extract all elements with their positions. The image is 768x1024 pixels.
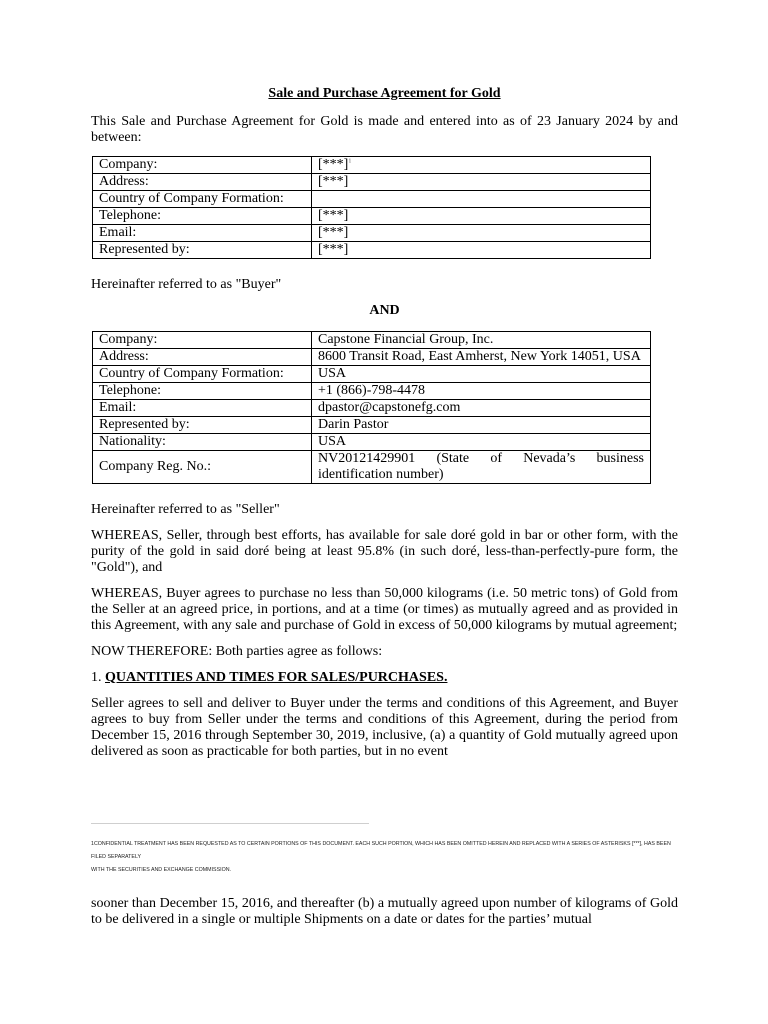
buyer-country-label: Country of Company Formation: bbox=[93, 191, 312, 208]
buyer-table bbox=[92, 156, 651, 259]
table-row bbox=[93, 400, 651, 417]
whereas-paragraph-2: WHEREAS, Buyer agrees to purchase no less than 50,000 kilograms (i.e. 50 metric tons) of Gold from the Seller at an agreed price, in portions, and at a time (or times) as mutually agreed and as provided in this Agreement, with any sale and purchase of Gold in excess of 50,000 kilograms by mutual agreement; bbox=[91, 586, 678, 633]
section-1-title: QUANTITIES AND TIMES FOR SALES/PURCHASES. bbox=[105, 670, 448, 685]
seller-email-label: Email: bbox=[93, 400, 312, 417]
continuation-paragraph: sooner than December 15, 2016, and thereafter (b) a mutually agreed upon number of kilograms of Gold to be delivered in a single or multiple Shipments on a date or dates for the parties’ mutual bbox=[91, 896, 678, 927]
footnote-divider bbox=[91, 823, 369, 824]
seller-country-label: Country of Company Formation: bbox=[93, 366, 312, 383]
buyer-email-label: Email: bbox=[93, 225, 312, 242]
buyer-telephone-label: Telephone: bbox=[93, 208, 312, 225]
buyer-company-label: Company: bbox=[93, 157, 312, 174]
section-1-body: Seller agrees to sell and deliver to Buyer under the terms and conditions of this Agreement, and Buyer agrees to buy from Seller under the terms and conditions of this Agreement, during the period from December 15, 2016 through September 30, 2019, inclusive, (a) a quantity of Gold mutually agreed upon delivered as soon as practicable for both parties, but in no event bbox=[91, 696, 678, 759]
table-row bbox=[93, 366, 651, 383]
table-row bbox=[93, 191, 651, 208]
table-row bbox=[93, 208, 651, 225]
buyer-representative-label: Represented by: bbox=[93, 242, 312, 259]
seller-reg-value: NV20121429901 (State of Nevada’s business identification number) bbox=[312, 451, 651, 484]
footnote bbox=[91, 838, 681, 877]
document-page bbox=[91, 86, 678, 770]
section-1-heading bbox=[91, 670, 678, 686]
intro-paragraph: This Sale and Purchase Agreement for Gold is made and entered into as of 23 January 2024 by and between: bbox=[91, 114, 678, 145]
buyer-company-value: [***]$^1$ bbox=[312, 157, 651, 174]
buyer-telephone-value: [***] bbox=[312, 208, 651, 225]
seller-reference: Hereinafter referred to as "Seller" bbox=[91, 502, 280, 517]
buyer-address-value: [***] bbox=[312, 174, 651, 191]
table-row bbox=[93, 332, 651, 349]
footnote-line-2: WITH THE SECURITIES AND EXCHANGE COMMISSION. bbox=[91, 867, 231, 873]
seller-representative-value: Darin Pastor bbox=[312, 417, 651, 434]
table-row bbox=[93, 451, 651, 484]
document-title: Sale and Purchase Agreement for Gold bbox=[268, 86, 501, 101]
seller-telephone-value: +1 (866)-798-4478 bbox=[312, 383, 651, 400]
buyer-representative-value: [***] bbox=[312, 242, 651, 259]
seller-representative-label: Represented by: bbox=[93, 417, 312, 434]
table-row bbox=[93, 417, 651, 434]
seller-reg-label: Company Reg. No.: bbox=[93, 451, 312, 484]
table-row bbox=[93, 225, 651, 242]
buyer-email-value: [***] bbox=[312, 225, 651, 242]
seller-nationality-label: Nationality: bbox=[93, 434, 312, 451]
seller-country-value: USA bbox=[312, 366, 651, 383]
seller-company-value: Capstone Financial Group, Inc. bbox=[312, 332, 651, 349]
seller-company-label: Company: bbox=[93, 332, 312, 349]
seller-telephone-label: Telephone: bbox=[93, 383, 312, 400]
seller-table bbox=[92, 331, 651, 484]
table-row bbox=[93, 349, 651, 366]
table-row bbox=[93, 242, 651, 259]
footnote-marker: 1 bbox=[348, 158, 352, 165]
buyer-reference: Hereinafter referred to as "Buyer" bbox=[91, 277, 282, 292]
footnote-line-1: 1CONFIDENTIAL TREATMENT HAS BEEN REQUESTED AS TO CERTAIN PORTIONS OF THIS DOCUMENT. EACH SUCH PORTION, WHICH HAS BEEN OMITTED HEREIN AND REPLACED WITH A SERIES OF ASTERISKS [***], HAS BEEN FILED SEPARATELY bbox=[91, 841, 671, 860]
seller-nationality-value: USA bbox=[312, 434, 651, 451]
table-row bbox=[93, 174, 651, 191]
seller-address-label: Address: bbox=[93, 349, 312, 366]
seller-address-value: 8600 Transit Road, East Amherst, New York 14051, USA bbox=[312, 349, 651, 366]
now-therefore-paragraph: NOW THEREFORE: Both parties agree as follows: bbox=[91, 644, 383, 659]
and-separator: AND bbox=[369, 303, 400, 318]
buyer-address-label: Address: bbox=[93, 174, 312, 191]
whereas-paragraph-1: WHEREAS, Seller, through best efforts, has available for sale doré gold in bar or other form, with the purity of the gold in said doré being at least 95.8% (in such doré, less-than-perfectly-pure form, the "Gold"), and bbox=[91, 528, 678, 575]
table-row bbox=[93, 434, 651, 451]
buyer-country-value bbox=[312, 191, 651, 208]
table-row bbox=[93, 383, 651, 400]
section-1-number: 1. bbox=[91, 670, 105, 685]
table-row bbox=[93, 157, 651, 174]
seller-email-value: dpastor@capstonefg.com bbox=[312, 400, 651, 417]
